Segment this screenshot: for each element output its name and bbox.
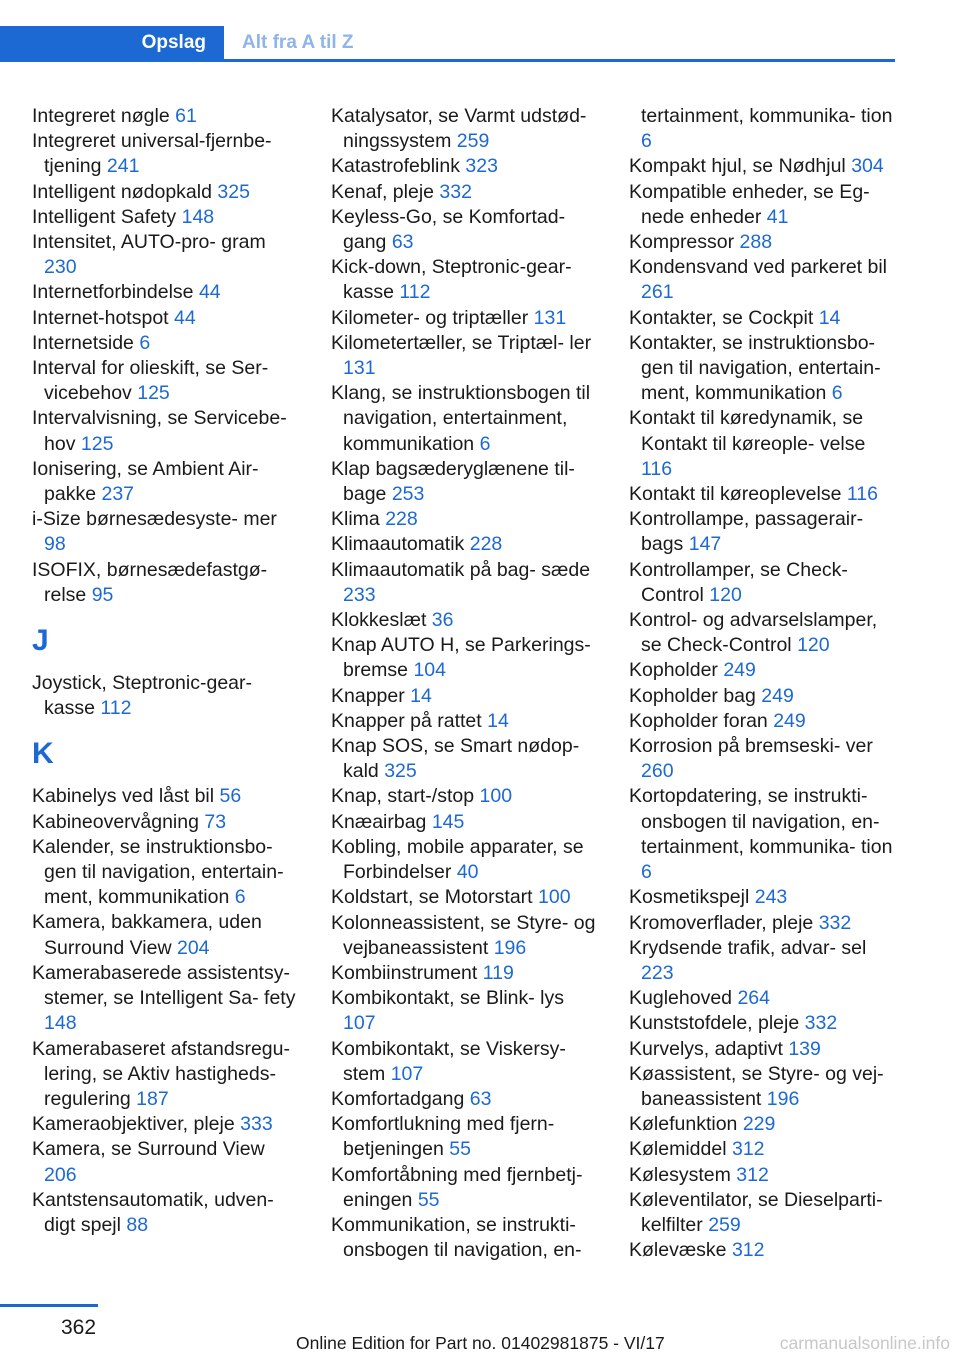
index-entry-text: Komfortåbning med fjernbetj‐ eningen (331, 1163, 583, 1211)
index-entry-text: Joystick, Steptronic-gear‐ kasse (32, 672, 252, 720)
page-reference-link[interactable]: 148 (181, 205, 215, 228)
page-reference-link[interactable]: 125 (80, 432, 114, 455)
index-entry (32, 230, 300, 280)
index-entry (32, 356, 300, 406)
page-reference-link[interactable]: 14 (487, 709, 509, 732)
page-reference-link[interactable]: 196 (766, 1087, 800, 1110)
header-bar (0, 26, 895, 62)
index-entry (331, 457, 599, 507)
page-reference-link[interactable]: 107 (343, 1012, 376, 1035)
index-entry-text: Kosmetikspejl (629, 886, 750, 909)
page-reference-link[interactable]: 229 (742, 1113, 776, 1136)
index-entry (331, 1037, 599, 1087)
page-reference-link[interactable]: 55 (449, 1138, 471, 1161)
index-entry-text: Kabineovervågning (32, 810, 199, 833)
page-reference-link[interactable]: 332 (439, 180, 472, 203)
page-reference-link[interactable]: 325 (384, 760, 417, 783)
page-reference-link[interactable]: 107 (390, 1062, 424, 1085)
index-entry (629, 1188, 897, 1238)
index-entry-text: Kontrollamper, se Check- Control (629, 558, 848, 606)
page-reference-link[interactable]: 131 (533, 306, 567, 329)
index-entry (32, 671, 300, 721)
index-entry-text: Klokkeslæt (331, 609, 427, 632)
index-entry-text: Koldstart, se Motorstart (331, 886, 533, 909)
index-entry (331, 633, 599, 683)
page-reference-link[interactable]: 14 (410, 684, 432, 707)
index-entry-text: Kopholder bag (629, 684, 756, 707)
page-reference-link[interactable]: 249 (761, 684, 794, 707)
page-reference-link[interactable]: 259 (456, 130, 490, 153)
index-entry-text: Knap SOS, se Smart nødop‐ kald (331, 735, 580, 783)
index-entry (331, 810, 599, 835)
page-reference-link[interactable]: 116 (846, 483, 878, 506)
index-entry (32, 835, 300, 911)
index-entry-text: Kamerabaserede assistentsy‐ stemer, se Intelligent Sa‐ fety (32, 961, 296, 1010)
index-entry (629, 558, 897, 608)
index-entry-text: Kromoverflader, pleje (629, 911, 814, 934)
index-entry (32, 1137, 300, 1187)
index-entry (331, 784, 599, 809)
index-entry (331, 558, 599, 608)
index-entry (32, 406, 300, 456)
index-entry-text: Kopholder (629, 659, 718, 682)
index-column-1 (32, 104, 300, 1238)
footer-edition: Online Edition for Part no. 01402981875 - VI/17 (296, 1333, 665, 1353)
index-entry (629, 1238, 897, 1263)
page-reference-link[interactable]: 125 (137, 382, 170, 405)
page-reference-link[interactable]: 104 (413, 659, 446, 682)
index-entry (32, 1037, 300, 1113)
index-entry-text: Kombiinstrument (331, 961, 478, 984)
page-reference-link[interactable]: 36 (431, 609, 454, 632)
page-reference-link[interactable]: 95 (91, 583, 114, 606)
page-reference-link[interactable]: 63 (391, 231, 414, 254)
page-reference-link[interactable]: 223 (641, 961, 674, 984)
page-reference-link[interactable]: 312 (731, 1239, 765, 1262)
page-reference-link[interactable]: 260 (641, 760, 674, 783)
page-reference-link[interactable]: 187 (136, 1087, 169, 1110)
index-entry (32, 1188, 300, 1238)
index-entry (32, 910, 300, 960)
index-entry-text: Kamera, se Surround View (32, 1138, 265, 1161)
page-reference-link[interactable]: 228 (469, 533, 503, 556)
index-entry (629, 658, 897, 683)
index-entry (331, 1163, 599, 1213)
index-entry-text: Klang, se instruktionsbogen til navigation, entertainment, kommunikation (331, 382, 591, 455)
page-reference-link[interactable]: 56 (219, 785, 242, 808)
page-reference-link[interactable]: 61 (175, 105, 197, 127)
page-reference-link[interactable]: 73 (204, 810, 227, 833)
index-entry-text: Kontakt til køredynamik, se Kontakt til køreople‐ velse (629, 407, 866, 455)
page-reference-link[interactable]: 6 (641, 130, 652, 153)
index-letter-heading: J (32, 624, 49, 658)
index-entry (331, 180, 599, 205)
page-reference-link[interactable]: 120 (797, 634, 830, 657)
page-reference-link[interactable]: 98 (44, 533, 66, 556)
index-entry-text: Ionisering, se Ambient Air- pakke (32, 457, 259, 506)
index-entry (331, 885, 599, 910)
index-entry (629, 1137, 897, 1162)
page-reference-link[interactable]: 112 (100, 697, 132, 720)
index-entry-text: Knæairbag (331, 810, 427, 833)
index-entry-text: Komfortlukning med fjern‐ betjeningen (331, 1113, 555, 1161)
index-entry-text: Keyless-Go, se Komfortad‐ gang (331, 205, 566, 254)
index-entry-text: Kortopdatering, se instrukti‐ onsbogen til navigation, en‐ tertainment, kommunika‐ tion (629, 785, 893, 858)
page-reference-link[interactable]: 145 (431, 810, 465, 833)
index-entry (629, 507, 897, 557)
index-entry-text: Katalysator, se Varmt udstød‐ ningssystem (331, 105, 587, 153)
index-entry-text: Kølefunktion (629, 1113, 738, 1136)
index-entry-text: Køassistent, se Styre- og vej‐ baneassistent (629, 1062, 884, 1110)
page-reference-link[interactable]: 6 (479, 432, 491, 455)
index-entry (32, 205, 300, 230)
page-reference-link[interactable]: 6 (641, 861, 652, 884)
index-entry-text: Kameraobjektiver, pleje (32, 1113, 235, 1136)
index-entry-text: Kombikontakt, se Viskersy‐ stem (331, 1037, 566, 1085)
index-entry (32, 280, 300, 305)
index-entry-text: Kompressor (629, 231, 735, 254)
index-entry-text: Krydsende trafik, advar‐ sel (629, 936, 867, 959)
index-entry-text: Kilometertæller, se Triptæl‐ ler (331, 331, 592, 354)
index-entry-text: Knap, start-/stop (331, 785, 475, 808)
index-entry (629, 1112, 897, 1137)
index-entry-text: Kontakt til køreoplevelse (629, 483, 842, 506)
index-entry-text: Korrosion på bremseski‐ ver (629, 735, 873, 758)
watermark: carmanualsonline.info (779, 1333, 950, 1353)
index-entry (331, 255, 599, 305)
index-column-2 (331, 104, 599, 1263)
index-entry (32, 507, 300, 557)
page-reference-link[interactable]: 204 (176, 936, 210, 959)
page-reference-link[interactable]: 304 (851, 155, 884, 178)
index-entry (629, 406, 897, 482)
page-reference-link[interactable]: 332 (804, 1012, 838, 1035)
index-entry (331, 986, 599, 1036)
index-entry (629, 104, 897, 154)
page-reference-link[interactable]: 100 (538, 886, 571, 909)
index-entry-text: Knapper (331, 684, 405, 707)
index-entry (32, 306, 300, 331)
index-entry (331, 331, 599, 381)
page-reference-link[interactable]: 63 (469, 1087, 492, 1110)
index-entry (32, 331, 300, 356)
index-entry-text: Interval for olieskift, se Ser‐ vicebehov (32, 357, 269, 405)
index-entry-text: Kompakt hjul, se Nødhjul (629, 155, 846, 178)
index-entry (331, 154, 599, 179)
index-entry (331, 381, 599, 457)
page-reference-link[interactable]: 41 (766, 205, 789, 228)
index-entry-text: Kalender, se instruktionsbo‐ gen til navigation, entertain‐ ment, kommunikation (32, 835, 284, 909)
index-entry (331, 1112, 599, 1162)
index-entry-text: Komfortadgang (331, 1087, 465, 1110)
index-entry-text: Kobling, mobile apparater, se Forbindelser (331, 835, 584, 884)
page-reference-link[interactable]: 325 (217, 180, 250, 203)
index-entry (331, 104, 599, 154)
index-entry-text: Kølevæske (629, 1239, 727, 1262)
index-entry (629, 331, 897, 407)
index-entry-text: Kuglehoved (629, 987, 733, 1010)
index-entry (331, 205, 599, 255)
index-entry-text: Kantstensautomatik, udven‐ digt spejl (32, 1188, 274, 1236)
index-entry-text: Klima (331, 508, 380, 531)
index-entry-text: Intensitet, AUTO-pro‐ gram (32, 231, 266, 254)
page-reference-link[interactable]: 264 (737, 987, 770, 1010)
index-entry-text: Kunststofdele, pleje (629, 1012, 800, 1035)
page-reference-link[interactable]: 249 (773, 709, 806, 732)
index-entry-text: Intervalvisning, se Servicebe‐ hov (32, 407, 287, 455)
page-reference-link[interactable]: 88 (126, 1213, 149, 1236)
page-reference-link[interactable]: 131 (343, 357, 376, 380)
index-entry (629, 154, 897, 179)
index-entry (629, 180, 897, 230)
index-entry (629, 1011, 897, 1036)
index-entry-text: Intelligent nødopkald (32, 180, 212, 203)
index-entry (331, 684, 599, 709)
page-reference-link[interactable]: 241 (106, 155, 140, 178)
index-entry (32, 457, 300, 507)
index-entry-text: Klimaautomatik på bag‐ sæde (331, 558, 591, 581)
index-entry (331, 1087, 599, 1112)
index-entry-text: Kabinelys ved låst bil (32, 785, 215, 808)
index-entry (629, 482, 897, 507)
index-entry (331, 306, 599, 331)
index-entry (629, 885, 897, 910)
page-reference-link[interactable]: 6 (139, 331, 151, 354)
index-entry-text: Kombikontakt, se Blink‐ lys (331, 987, 565, 1010)
index-entry-text: Kølesystem (629, 1163, 731, 1186)
page-reference-link[interactable]: 288 (739, 231, 773, 254)
index-entry (32, 810, 300, 835)
index-entry-text: Kamera, bakkamera, uden Surround View (32, 911, 262, 959)
index-entry (629, 1163, 897, 1188)
index-letter-heading: K (32, 737, 54, 771)
index-entry-text: Knap AUTO H, se Parkerings‐ bremse (331, 634, 591, 682)
index-entry (331, 709, 599, 734)
index-entry (629, 230, 897, 255)
index-entry (32, 1112, 300, 1137)
page-reference-link[interactable]: 249 (723, 659, 756, 682)
index-column-3 (629, 104, 897, 1263)
index-entry (331, 911, 599, 961)
page-reference-link[interactable]: 259 (708, 1213, 741, 1236)
index-entry (629, 306, 897, 331)
page-reference-link[interactable]: 147 (688, 533, 722, 556)
index-entry (32, 558, 300, 608)
index-entry (32, 961, 300, 1037)
index-entry (331, 532, 599, 557)
index-entry-text: Kompatible enheder, se Eg‐ nede enheder (629, 180, 870, 228)
index-entry (629, 1062, 897, 1112)
page-reference-link[interactable]: 253 (391, 483, 425, 506)
index-entry (629, 986, 897, 1011)
index-entry (629, 734, 897, 784)
index-entry-text: Kurvelys, adaptivt (629, 1037, 783, 1060)
page-reference-link[interactable]: 40 (456, 861, 479, 884)
index-entry (331, 835, 599, 885)
page-reference-link[interactable]: 237 (101, 483, 135, 506)
index-entry-text: Klap bagsæderyglænene til‐ bage (331, 457, 575, 506)
index-entry (32, 180, 300, 205)
index-entry-text: Integreret universal-fjernbe‐ tjening (32, 130, 272, 178)
page-reference-link[interactable]: 116 (641, 457, 673, 480)
index-entry (629, 709, 897, 734)
index-entry (32, 784, 300, 809)
index-entry-text: tertainment, kommunika‐ tion (641, 105, 893, 127)
page-reference-link[interactable]: 233 (343, 583, 376, 606)
index-entry (629, 608, 897, 658)
index-entry-text: Knapper på rattet (331, 709, 482, 732)
index-entry-text: Klimaautomatik (331, 533, 465, 556)
index-entry (32, 129, 300, 179)
index-entry-text: Kick-down, Steptronic-gear‐ kasse (331, 256, 572, 304)
index-entry (331, 1213, 599, 1263)
header-rule (0, 59, 895, 62)
page-reference-link[interactable]: 332 (818, 911, 852, 934)
index-entry-text: Integreret nøgle (32, 105, 170, 127)
index-entry (629, 684, 897, 709)
index-entry (331, 961, 599, 986)
index-entry-text: Kilometer- og triptæller (331, 306, 529, 329)
page-reference-link[interactable]: 100 (479, 785, 513, 808)
index-entry (629, 255, 897, 305)
tab-alt-fra-a-til-z[interactable]: Alt fra A til Z (242, 32, 354, 53)
index-entry-text: Kolonneassistent, se Styre- og vejbaneassistent (331, 911, 596, 959)
index-entry (32, 104, 300, 129)
page-reference-link[interactable]: 55 (417, 1188, 440, 1211)
index-entry-text: i-Size børnesædesyste‐ mer (32, 508, 277, 531)
index-entry-text: Internetside (32, 331, 134, 354)
page-reference-link[interactable]: 44 (174, 306, 196, 329)
page-reference-link[interactable]: 44 (198, 281, 221, 304)
index-entry-text: Kontrol- og advarselslamper, se Check-Control (629, 609, 878, 657)
index-entry-text: Kontakter, se instruktionsbo‐ gen til navigation, entertain‐ ment, kommunikation (629, 331, 881, 405)
index-entry-text: Kondensvand ved parkeret bil (629, 256, 888, 279)
index-entry-text: Kontakter, se Cockpit (629, 306, 814, 329)
index-entry-text: Kopholder foran (629, 709, 768, 732)
page-reference-link[interactable]: 119 (482, 961, 514, 984)
page-reference-link[interactable]: 228 (385, 508, 418, 531)
page-reference-link[interactable]: 139 (788, 1037, 821, 1060)
page-reference-link[interactable]: 230 (44, 256, 77, 279)
page-reference-link[interactable]: 312 (731, 1138, 765, 1161)
index-entry-text: Internetforbindelse (32, 281, 194, 304)
tab-opslag[interactable]: Opslag (0, 26, 224, 62)
index-entry (629, 1037, 897, 1062)
index-entry-text: Kamerabaseret afstandsregu‐ lering, se Aktiv hastigheds‐ regulering (32, 1037, 290, 1110)
page-reference-link[interactable]: 120 (709, 583, 742, 606)
index-entry-text: Kommunikation, se instrukti‐ onsbogen til navigation, en‐ (331, 1213, 582, 1262)
index-entry-text: Kenaf, pleje (331, 180, 434, 203)
index-entry (629, 936, 897, 986)
index-entry (629, 784, 897, 885)
index-entry-text: Køleventilator, se Dieselparti‐ kelfilter (629, 1188, 883, 1236)
page-reference-link[interactable]: 243 (754, 886, 788, 909)
page-reference-link[interactable]: 196 (493, 936, 527, 959)
index-entry (629, 911, 897, 936)
index-entry-text: Kontrollampe, passagerair‐ bags (629, 508, 864, 556)
page-reference-link[interactable]: 312 (736, 1163, 769, 1186)
index-entry (331, 734, 599, 784)
index-entry-text: Katastrofeblink (331, 155, 460, 178)
page-reference-link[interactable]: 333 (240, 1113, 273, 1136)
index-entry (331, 507, 599, 532)
index-entry-text: Internet-hotspot (32, 306, 169, 329)
page-number-rule (0, 1304, 98, 1307)
page-reference-link[interactable]: 14 (818, 306, 841, 329)
page-reference-link[interactable]: 112 (399, 281, 431, 304)
page-reference-link[interactable]: 148 (44, 1012, 77, 1035)
page-reference-link[interactable]: 6 (234, 886, 246, 909)
index-entry (331, 608, 599, 633)
index-entry-text: Kølemiddel (629, 1138, 727, 1161)
page-reference-link[interactable]: 323 (465, 155, 498, 178)
page-reference-link[interactable]: 261 (641, 281, 674, 304)
page-reference-link[interactable]: 6 (831, 382, 843, 405)
page-number: 362 (61, 1316, 97, 1339)
index-entry-text: ISOFIX, børnesædefastgø‐ relse (32, 558, 268, 606)
index-entry-text: Intelligent Safety (32, 205, 177, 228)
page-reference-link[interactable]: 206 (44, 1163, 77, 1186)
